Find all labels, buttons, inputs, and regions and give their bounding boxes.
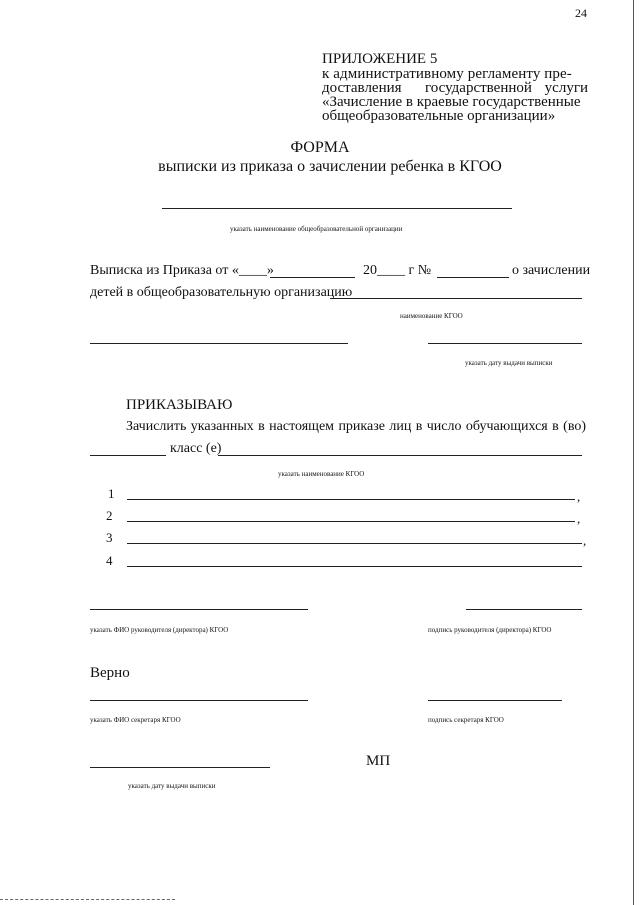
list-item-number-4: 4 (106, 553, 113, 568)
page-number: 24 (575, 6, 587, 20)
class-kgoo-hint: указать наименование КГОО (278, 470, 365, 478)
list-item-line-2 (127, 521, 575, 522)
list-item-end-2: , (577, 511, 581, 526)
director-sign-line (466, 609, 582, 610)
appendix-line-4: общеобразовательные организации» (322, 108, 556, 124)
extract-children-label: детей в общеобразовательную организацию (90, 285, 353, 300)
org-name-hint: указать наименование общеобразовательной организации (230, 225, 403, 233)
issue-date-line (428, 343, 582, 344)
appendix-line-1: к административному регламенту пре- (322, 66, 572, 82)
extract-blank-line (90, 343, 348, 344)
secretary-fio-line (90, 700, 308, 701)
list-item-line-3 (127, 543, 582, 544)
issue-date-hint: указать дату выдачи выписки (465, 359, 553, 367)
scan-edge-right (633, 0, 634, 905)
list-item-line-4 (127, 566, 582, 567)
appendix-line-2-b: государственной (425, 80, 532, 96)
extract-number-line (437, 277, 509, 278)
secretary-sign-hint: подпись секретаря КГОО (428, 716, 504, 724)
verno-label: Верно (90, 665, 130, 681)
list-item-number-1: 1 (108, 486, 115, 501)
extract-from-label: Выписка из Приказа от «____» (90, 263, 274, 278)
appendix-line-2-c: услуги (544, 80, 588, 96)
secretary-fio-hint: указать ФИО секретаря КГОО (90, 716, 181, 724)
list-item-line-1 (127, 499, 575, 500)
class-number-line (90, 455, 166, 456)
org-name-line (162, 208, 512, 209)
list-item-number-3: 3 (106, 530, 113, 545)
list-item-number-2: 2 (106, 508, 113, 523)
order-heading: ПРИКАЗЫВАЮ (126, 397, 233, 413)
class-kgoo-line (218, 455, 582, 456)
list-item-end-3: , (583, 533, 587, 548)
extract-about-label: о зачислении (512, 263, 591, 278)
order-text: Зачислить указанных в настоящем приказе лиц в число обучающихся в (во) (126, 419, 586, 434)
scan-edge-bottom (0, 899, 175, 900)
form-title: ФОРМА (290, 139, 350, 156)
director-sign-hint: подпись руководителя (директора) КГОО (428, 626, 552, 634)
appendix-title: ПРИЛОЖЕНИЕ 5 (322, 51, 438, 67)
appendix-line-2-a: доставления (322, 80, 402, 96)
stamp-place-label: МП (366, 753, 391, 769)
final-date-line (90, 767, 270, 768)
kgoo-name-line (330, 298, 582, 299)
director-fio-hint: указать ФИО руководителя (директора) КГОО (90, 626, 229, 634)
kgoo-name-hint: наименование КГОО (400, 312, 463, 320)
class-label: класс (е) (170, 441, 222, 456)
form-subtitle: выписки из приказа о зачислении ребенка в КГОО (158, 158, 502, 175)
list-item-end-1: , (577, 489, 581, 504)
appendix-line-3: «Зачисление в краевые государственные (322, 94, 581, 110)
final-date-hint: указать дату выдачи выписки (128, 782, 216, 790)
director-fio-line (90, 609, 308, 610)
secretary-sign-line (428, 700, 562, 701)
extract-date-line (270, 277, 355, 278)
extract-year-label: 20____ г № (363, 263, 432, 278)
